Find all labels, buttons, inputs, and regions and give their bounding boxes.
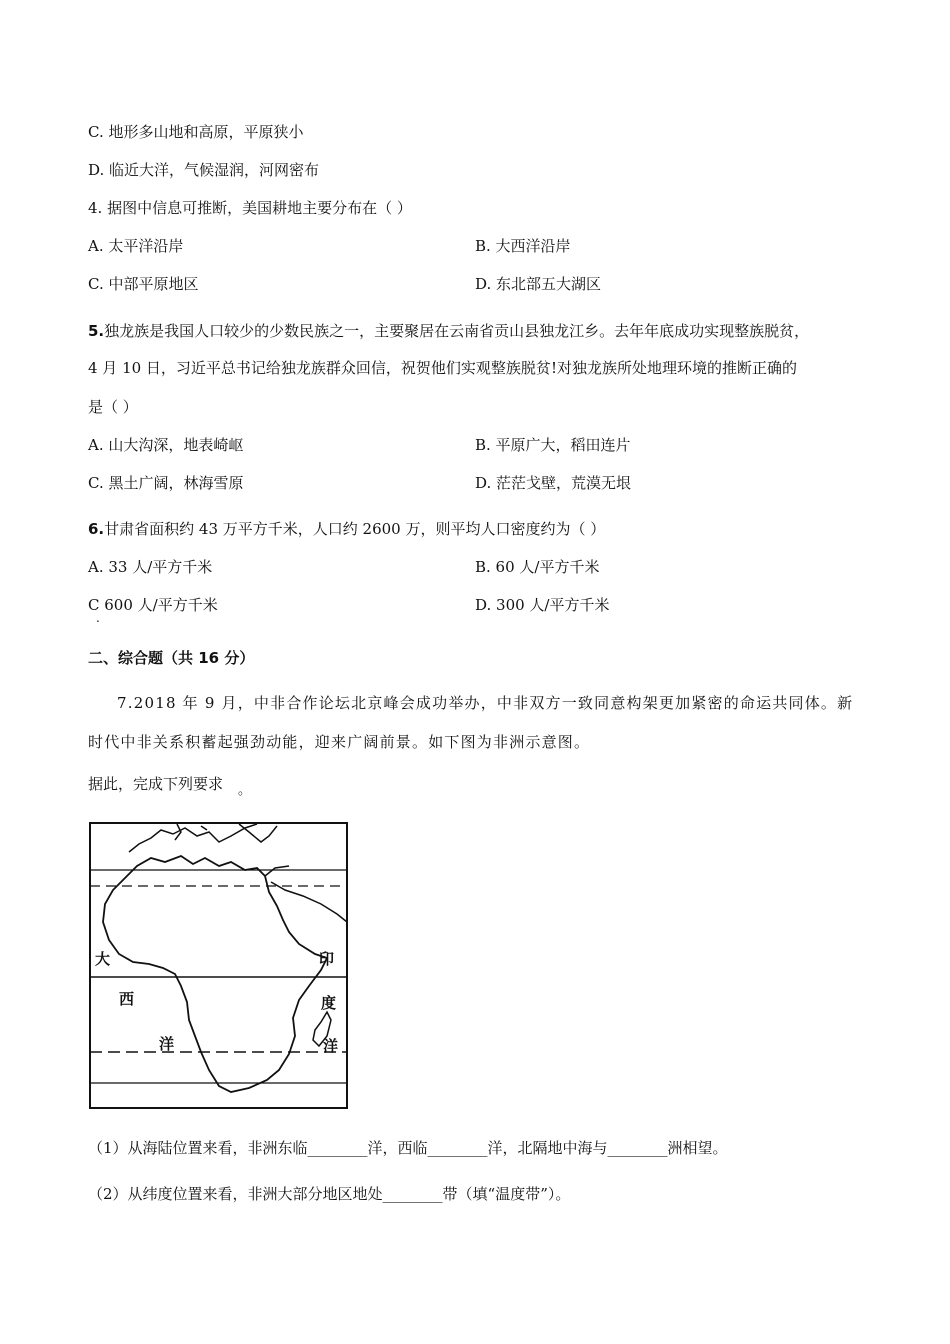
q6-stem-line	[88, 519, 605, 539]
section-title: 二、综合题（共 16 分）	[88, 649, 255, 667]
q7-line2: 时代中非关系积蓄起强劲动能，迎来广阔前景。如下图为非洲示意图。	[88, 733, 591, 751]
q6-option-b: B. 60 人/平方千米	[475, 558, 600, 576]
label-du: 度	[321, 994, 337, 1012]
q7-line3: 据此，完成下列要求	[88, 775, 224, 793]
q5-line1	[88, 321, 809, 341]
q7-sub1: （1）从海陆位置来看，非洲东临________洋，西临________洋，北隔地中海与________洲相望。	[88, 1139, 728, 1157]
q5-number: 5.	[88, 322, 105, 340]
q6-option-c-dot: .	[96, 611, 100, 625]
label-xi: 西	[119, 990, 135, 1008]
q4-option-b: B. 大西洋沿岸	[475, 237, 571, 255]
q6-number: 6.	[88, 520, 105, 538]
label-yang-right: 洋	[323, 1037, 339, 1055]
q6-option-a: A. 33 人/平方千米	[88, 558, 213, 576]
africa-map	[89, 822, 348, 1109]
q4-option-d: D. 东北部五大湖区	[475, 275, 602, 293]
africa-map-svg	[89, 822, 348, 1109]
label-yin: 印	[319, 950, 335, 968]
q7-line1: 7.2018 年 9 月，中非合作论坛北京峰会成功举办，中非双方一致同意构架更加紧密的命运共同体。新	[117, 694, 854, 712]
q5-line3: 是（ ）	[88, 398, 138, 416]
q6-option-c: C 600 人/平方千米	[88, 596, 218, 614]
q3-option-c: C. 地形多山地和高原，平原狭小	[88, 123, 304, 141]
q7-line3-mark: 。	[238, 783, 252, 798]
q7-sub2: （2）从纬度位置来看，非洲大部分地区地处________带（填“温度带”）。	[88, 1185, 571, 1203]
q4-stem: 4. 据图中信息可推断，美国耕地主要分布在（ ）	[88, 199, 412, 217]
q4-option-c: C. 中部平原地区	[88, 275, 199, 293]
q5-option-c: C. 黑土广阔，林海雪原	[88, 474, 244, 492]
q6-stem: 甘肃省面积约 43 万平方千米，人口约 2600 万，则平均人口密度约为（ ）	[104, 520, 606, 538]
q5-option-d: D. 茫茫戈壁，荒漠无垠	[475, 474, 632, 492]
q5-option-b: B. 平原广大，稻田连片	[475, 436, 631, 454]
q4-option-a: A. 太平洋沿岸	[88, 237, 184, 255]
q5-text-1: 独龙族是我国人口较少的少数民族之一，主要聚居在云南省贡山县独龙江乡。去年年底成功实现整族脱贫，	[104, 322, 810, 340]
q5-line2: 4 月 10 日，习近平总书记给独龙族群众回信，祝贺他们实观整族脱贫!对独龙族所处地理环境的推断正确的	[88, 359, 797, 377]
q6-option-d: D. 300 人/平方千米	[475, 596, 610, 614]
q5-option-a: A. 山大沟深，地表崎岖	[88, 436, 244, 454]
q3-option-d: D. 临近大洋，气候湿润，河网密布	[88, 161, 320, 179]
label-da: 大	[95, 950, 111, 968]
label-yang-left: 洋	[159, 1035, 175, 1053]
